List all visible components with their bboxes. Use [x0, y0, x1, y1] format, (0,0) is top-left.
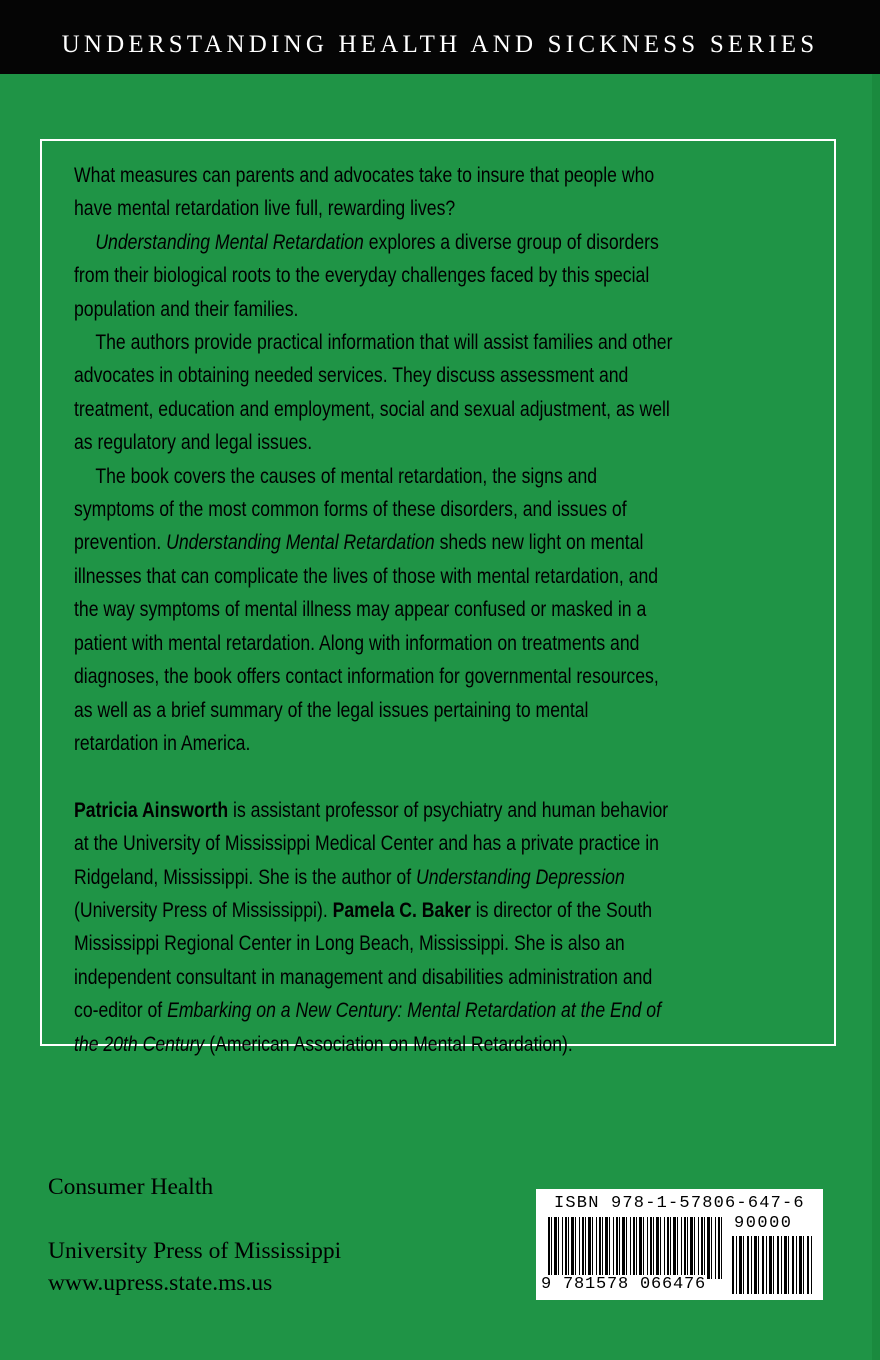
author-bios: Patricia Ainsworth is assistant professor of psychiatry and human behavior at the University of Mississippi Medical Center and has a private practice in Ridgeland, Mississippi. She is the author of Understanding Depression (University Press of Mississippi). Pamela C. Baker is director of the South Mississippi Regional Center in Long Beach, Mississippi. She is also an independent consultant in management and disabilities administration and co-editor of Embarking on a New Century: Mental Retardation at the End of the 20th Century (American Association on Mental Retardation).	[74, 797, 669, 1056]
addon-barcode-bars	[732, 1236, 814, 1294]
spine-edge	[872, 74, 880, 1360]
book-title: Understanding Mental Retardation	[166, 530, 435, 555]
author-name: Pamela C. Baker	[332, 897, 471, 922]
series-title: UNDERSTANDING HEALTH AND SICKNESS SERIES	[61, 31, 819, 58]
barcode-bars	[548, 1217, 723, 1279]
description-text	[74, 159, 673, 1061]
series-banner	[0, 0, 880, 74]
publisher-website: www.upress.state.ms.us	[48, 1270, 273, 1296]
ean-digits: 9 781578 066476	[541, 1275, 707, 1294]
other-book-title: Embarking on a New Century: Mental Retardation at the End of the 20th Century	[74, 998, 662, 1056]
price-code: 90000	[734, 1214, 793, 1233]
intro-question: What measures can parents and advocates take to insure that people who have mental retardation live full, rewarding lives?	[74, 163, 655, 221]
description-paragraph-4: The book covers the causes of mental retardation, the signs and symptoms of the most common forms of these disorders, and issues of prevention. Understanding Mental Retardation sheds new light on mental illnesses that can complicate the lives of those with mental retardation, and the way symptoms of mental illness may appear confused or masked in a patient with mental retardation. Along with information on treatments and diagnoses, the book offers contact information for governmental resources, as well as a brief summary of the legal issues pertaining to mental retardation in America.	[74, 463, 659, 755]
author-name: Patricia Ainsworth	[74, 797, 229, 822]
isbn-barcode	[536, 1189, 823, 1300]
description-paragraph-2: Understanding Mental Retardation explores a diverse group of disorders from their biological roots to the everyday challenges faced by this special population and their families.	[74, 229, 659, 321]
description-paragraph-3: The authors provide practical information that will assist families and other advocates in obtaining needed services. They discuss assessment and treatment, education and employment, social and sexual adjustment, as well as regulatory and legal issues.	[74, 330, 673, 455]
category-label: Consumer Health	[48, 1174, 214, 1200]
isbn-text: ISBN 978-1-57806-647-6	[554, 1194, 805, 1213]
publisher-name: University Press of Mississippi	[48, 1238, 342, 1264]
book-title: Understanding Mental Retardation	[95, 229, 364, 254]
other-book-title: Understanding Depression	[416, 864, 625, 889]
